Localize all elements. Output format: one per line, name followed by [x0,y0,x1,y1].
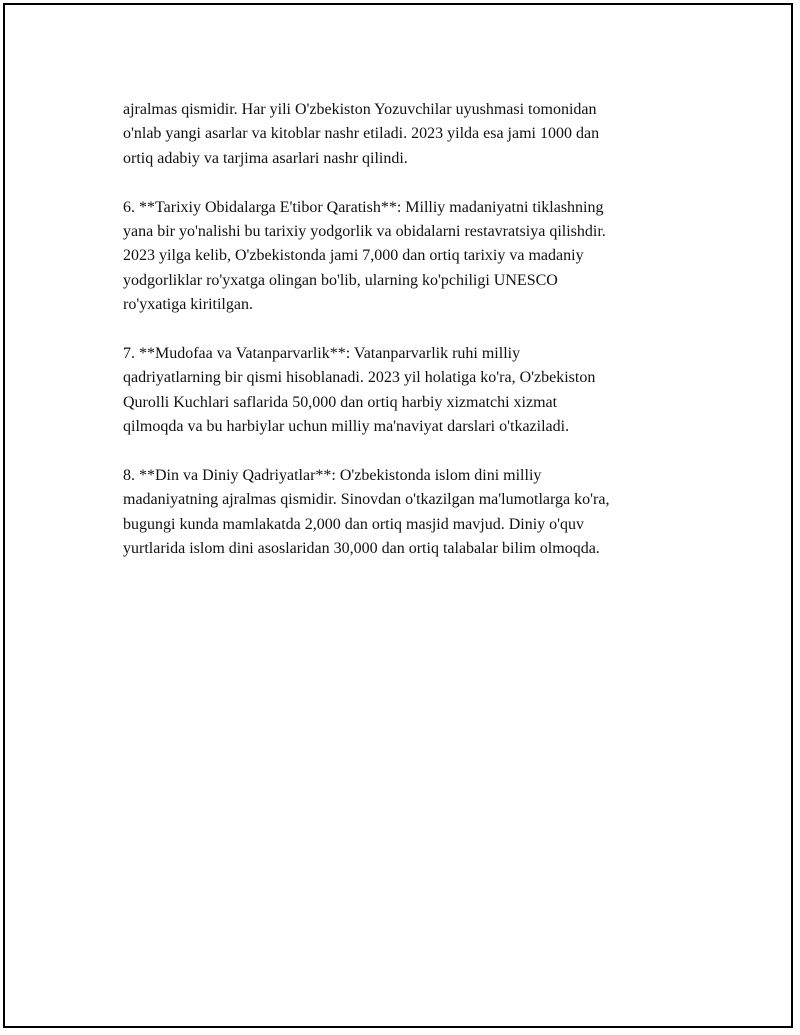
paragraph-continuation: ajralmas qismidir. Har yili O'zbekiston Yozuvchilar uyushmasi tomonidan o'nlab yangi asarlar va kitoblar nashr etiladi. 2023 yilda esa jami 1000 dan ortiq adabiy va tarjima asarlari nashr qilindi. [123,101,600,167]
document-body [123,98,713,586]
paragraph-item-8: 8. **Din va Diniy Qadriyatlar**: O'zbekistonda islom dini milliy madaniyatning ajralmas qismidir. Sinovdan o'tkazilgan ma'lumotlarga ko'ra, bugungi kunda mamlakatda 2,000 dan ortiq masjid mavjud. Diniy o'quv yurtlarida islom dini asoslaridan 30,000 dan ortiq talabalar bilim olmoqda. [123,467,610,558]
paragraph-item-7: 7. **Mudofaa va Vatanparvarlik**: Vatanparvarlik ruhi milliy qadriyatlarning bir qismi hisoblanadi. 2023 yil holatiga ko'ra, O'zbekiston Qurolli Kuchlari saflarida 50,000 dan ortiq harbiy xizmatchi xizmat qilmoqda va bu harbiylar uchun milliy ma'naviyat darslari o'tkaziladi. [123,345,596,436]
page-frame [3,3,793,1028]
paragraph-item-6: 6. **Tarixiy Obidalarga E'tibor Qaratish**: Milliy madaniyatni tiklashning yana bir yo'nalishi bu tarixiy yodgorlik va obidalarni restavratsiya qilishdir. 2023 yilga kelib, O'zbekistonda jami 7,000 dan ortiq tarixiy va madaniy yodgorliklar ro'yxatga olingan bo'lib, ularning ko'pchiligi UNESCO ro'yxatiga kiritilgan. [123,198,606,314]
